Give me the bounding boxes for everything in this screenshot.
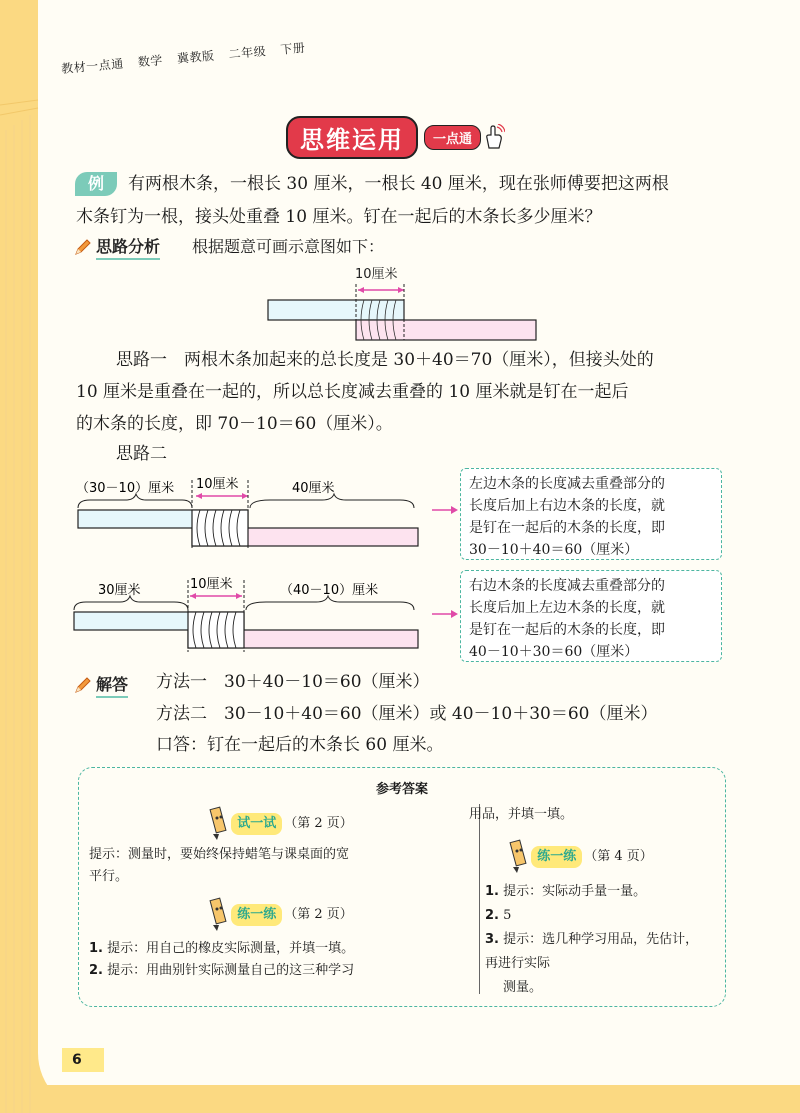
try-it-tag: 试一试 bbox=[231, 813, 282, 835]
analysis-heading-label: 思路分析 bbox=[96, 234, 160, 260]
solution-method-2: 方法二 30－10＋40＝60（厘米）或 40－10＋30＝60（厘米） bbox=[156, 704, 658, 724]
practice-right-item-3: 3. 提示：选几种学习用品，先估计，再进行实际 bbox=[485, 932, 699, 971]
section-title-main: 思维运用 bbox=[286, 116, 418, 159]
try-it-hint-1: 提示：测量时，要始终保持蜡笔与课桌面的宽 bbox=[89, 847, 350, 862]
d2-note-line: 40－10＋30＝60（厘米） bbox=[469, 644, 639, 660]
reference-answers-box bbox=[78, 767, 726, 1007]
pencil-mascot-icon bbox=[505, 839, 531, 875]
practice-right-item-2: 2. 5 bbox=[485, 908, 512, 923]
d1-mid-label: 10厘米 bbox=[196, 477, 239, 492]
idea1-line-3: 的木条的长度，即 70－10＝60（厘米）。 bbox=[76, 414, 393, 434]
solution-heading-label: 解答 bbox=[96, 672, 128, 698]
d2-right-label: （40－10）厘米 bbox=[280, 583, 379, 598]
header-volume: 下册 bbox=[279, 40, 306, 57]
strip-40cm bbox=[356, 320, 536, 340]
d2-mid-label: 10厘米 bbox=[190, 577, 233, 592]
right-continuation: 用品，并填一填。 bbox=[469, 807, 574, 822]
practice-title-right bbox=[409, 834, 709, 880]
pencil-icon bbox=[74, 238, 92, 256]
analysis-intro: 根据题意可画示意图如下： bbox=[192, 237, 385, 256]
d1-note-line: 左边木条的长度减去重叠部分的 bbox=[469, 476, 665, 492]
practice-left-item-1: 1. 提示：用自己的橡皮实际测量，并填一填。 bbox=[89, 941, 355, 956]
page-number: 6 bbox=[62, 1048, 104, 1072]
section-title bbox=[286, 118, 505, 156]
header-book: 教材一点通 bbox=[60, 56, 125, 77]
d2-left-label: 30厘米 bbox=[98, 583, 141, 598]
header-edition: 冀教版 bbox=[176, 48, 216, 66]
d1-left-label: （30－10）厘米 bbox=[76, 481, 175, 496]
idea2-diagram-1 bbox=[70, 470, 460, 560]
idea1-line-2: 10 厘米是重叠在一起的，所以总长度减去重叠的 10 厘米就是钉在一起后 bbox=[76, 382, 629, 402]
d2-note-line: 长度后加上左边木条的长度，就 bbox=[469, 600, 665, 616]
d1-note bbox=[460, 468, 722, 560]
pencil-mascot-icon bbox=[205, 806, 231, 842]
try-it-hint-2: 平行。 bbox=[89, 869, 129, 884]
example-line-2: 木条钉为一根，接头处重叠 10 厘米。钉在一起后的木条长多少厘米？ bbox=[76, 207, 602, 227]
d1-note-line: 长度后加上右边木条的长度，就 bbox=[469, 498, 665, 514]
practice-right-item-3-cont: 测量。 bbox=[503, 980, 543, 995]
practice-page-right: （第 4 页） bbox=[584, 849, 653, 864]
d2-note bbox=[460, 570, 722, 662]
try-it-page: （第 2 页） bbox=[284, 816, 353, 831]
d2-note-line: 右边木条的长度减去重叠部分的 bbox=[469, 578, 665, 594]
practice-right-item-1: 1. 提示：实际动手量一量。 bbox=[485, 884, 647, 899]
right-item-list bbox=[409, 880, 709, 1000]
pencil-mascot-icon bbox=[205, 897, 231, 933]
section-title-badge: 一点通 bbox=[424, 125, 481, 150]
d1-note-line: 30－10＋40＝60（厘米） bbox=[469, 542, 639, 558]
solution-answer: 口答：钉在一起后的木条长 60 厘米。 bbox=[156, 735, 444, 755]
d2-note-line: 是钉在一起后的木条的长度，即 bbox=[469, 622, 665, 638]
overlap-diagram bbox=[260, 260, 550, 344]
reference-right-column bbox=[409, 804, 709, 1000]
pencil-icon bbox=[74, 676, 92, 694]
example-label: 例 bbox=[75, 172, 117, 196]
overlap-label: 10厘米 bbox=[355, 267, 398, 282]
strip-30cm bbox=[268, 300, 404, 320]
analysis-heading bbox=[74, 234, 160, 260]
header-subject: 数学 bbox=[137, 53, 164, 70]
practice-tag-right: 练一练 bbox=[531, 846, 582, 868]
solution-heading bbox=[74, 672, 128, 698]
example-line-1: 有两根木条，一根长 30 厘米，一根长 40 厘米，现在张师傅要把这两根 bbox=[128, 174, 669, 194]
header-grade: 二年级 bbox=[228, 44, 267, 62]
practice-tag-left: 练一练 bbox=[231, 904, 282, 926]
idea1-line-1: 思路一 两根木条加起来的总长度是 30＋40＝70（厘米），但接头处的 bbox=[116, 350, 654, 370]
d1-right-label: 40厘米 bbox=[292, 481, 335, 496]
practice-page-left: （第 2 页） bbox=[284, 907, 353, 922]
idea2-heading: 思路二 bbox=[116, 444, 167, 464]
d1-note-line: 是钉在一起后的木条的长度，即 bbox=[469, 520, 665, 536]
reference-title: 参考答案 bbox=[375, 782, 428, 797]
idea2-diagram-2 bbox=[70, 570, 460, 660]
pointing-hand-icon bbox=[483, 124, 505, 150]
solution-method-1: 方法一 30＋40－10＝60（厘米） bbox=[156, 672, 430, 692]
practice-left-item-2: 2. 提示：用曲别针实际测量自己的这三种学习 bbox=[89, 963, 355, 978]
